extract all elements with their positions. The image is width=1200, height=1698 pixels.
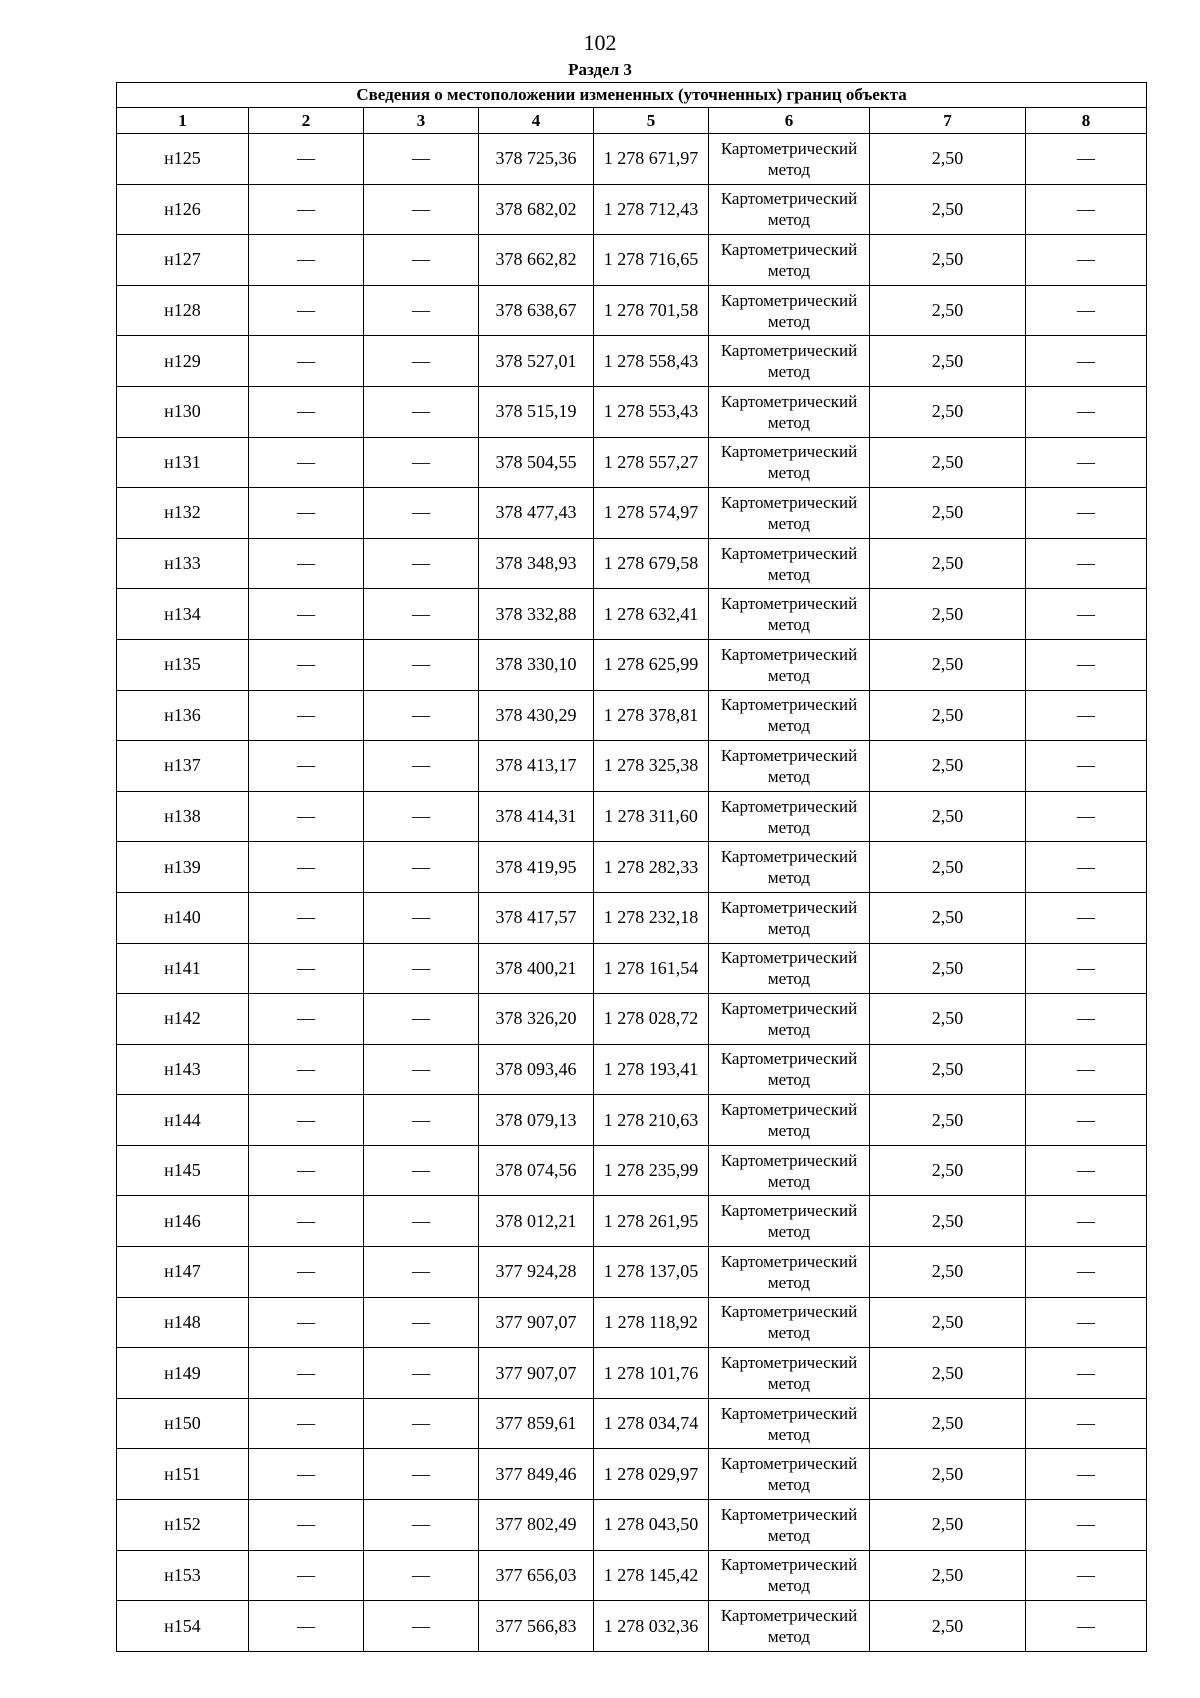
accuracy-cell: 2,50 xyxy=(870,1297,1026,1348)
table-row xyxy=(117,134,1147,185)
method-cell: Картометрический метод xyxy=(709,1550,870,1601)
x-coordinate-cell: 377 802,49 xyxy=(479,1500,594,1551)
table-row xyxy=(117,235,1147,286)
empty-cell-col3: — xyxy=(364,791,479,842)
empty-cell-col8: — xyxy=(1026,1145,1147,1196)
x-coordinate-cell: 378 477,43 xyxy=(479,488,594,539)
accuracy-cell: 2,50 xyxy=(870,741,1026,792)
table-row xyxy=(117,1196,1147,1247)
empty-cell-col8: — xyxy=(1026,892,1147,943)
method-cell: Картометрический метод xyxy=(709,1145,870,1196)
method-cell: Картометрический метод xyxy=(709,1196,870,1247)
point-name-cell: н142 xyxy=(117,994,249,1045)
table-row xyxy=(117,943,1147,994)
y-coordinate-cell: 1 278 145,42 xyxy=(594,1550,709,1601)
y-coordinate-cell: 1 278 558,43 xyxy=(594,336,709,387)
accuracy-cell: 2,50 xyxy=(870,1348,1026,1399)
empty-cell-col2: — xyxy=(249,842,364,893)
empty-cell-col2: — xyxy=(249,437,364,488)
accuracy-cell: 2,50 xyxy=(870,994,1026,1045)
method-cell: Картометрический метод xyxy=(709,892,870,943)
accuracy-cell: 2,50 xyxy=(870,639,1026,690)
empty-cell-col8: — xyxy=(1026,690,1147,741)
empty-cell-col3: — xyxy=(364,1297,479,1348)
empty-cell-col2: — xyxy=(249,639,364,690)
empty-cell-col3: — xyxy=(364,842,479,893)
point-name-cell: н128 xyxy=(117,285,249,336)
y-coordinate-cell: 1 278 632,41 xyxy=(594,589,709,640)
point-name-cell: н152 xyxy=(117,1500,249,1551)
y-coordinate-cell: 1 278 032,36 xyxy=(594,1601,709,1652)
empty-cell-col2: — xyxy=(249,741,364,792)
point-name-cell: н134 xyxy=(117,589,249,640)
column-number: 1 xyxy=(117,108,249,134)
method-cell: Картометрический метод xyxy=(709,1044,870,1095)
empty-cell-col2: — xyxy=(249,1196,364,1247)
point-name-cell: н126 xyxy=(117,184,249,235)
table-row xyxy=(117,690,1147,741)
table-row xyxy=(117,386,1147,437)
point-name-cell: н141 xyxy=(117,943,249,994)
empty-cell-col3: — xyxy=(364,1601,479,1652)
x-coordinate-cell: 378 348,93 xyxy=(479,538,594,589)
empty-cell-col3: — xyxy=(364,235,479,286)
empty-cell-col2: — xyxy=(249,1398,364,1449)
table-row xyxy=(117,538,1147,589)
empty-cell-col3: — xyxy=(364,1095,479,1146)
accuracy-cell: 2,50 xyxy=(870,1247,1026,1298)
accuracy-cell: 2,50 xyxy=(870,1196,1026,1247)
method-cell: Картометрический метод xyxy=(709,1247,870,1298)
x-coordinate-cell: 378 414,31 xyxy=(479,791,594,842)
method-cell: Картометрический метод xyxy=(709,1348,870,1399)
method-cell: Картометрический метод xyxy=(709,589,870,640)
point-name-cell: н133 xyxy=(117,538,249,589)
accuracy-cell: 2,50 xyxy=(870,589,1026,640)
empty-cell-col8: — xyxy=(1026,791,1147,842)
x-coordinate-cell: 377 566,83 xyxy=(479,1601,594,1652)
empty-cell-col8: — xyxy=(1026,488,1147,539)
empty-cell-col2: — xyxy=(249,892,364,943)
table-row xyxy=(117,1550,1147,1601)
accuracy-cell: 2,50 xyxy=(870,1550,1026,1601)
y-coordinate-cell: 1 278 261,95 xyxy=(594,1196,709,1247)
empty-cell-col2: — xyxy=(249,1145,364,1196)
y-coordinate-cell: 1 278 712,43 xyxy=(594,184,709,235)
method-cell: Картометрический метод xyxy=(709,488,870,539)
table-row xyxy=(117,184,1147,235)
point-name-cell: н150 xyxy=(117,1398,249,1449)
table-row xyxy=(117,1297,1147,1348)
point-name-cell: н151 xyxy=(117,1449,249,1500)
accuracy-cell: 2,50 xyxy=(870,1044,1026,1095)
x-coordinate-cell: 377 849,46 xyxy=(479,1449,594,1500)
empty-cell-col8: — xyxy=(1026,285,1147,336)
method-cell: Картометрический метод xyxy=(709,386,870,437)
method-cell: Картометрический метод xyxy=(709,639,870,690)
point-name-cell: н145 xyxy=(117,1145,249,1196)
y-coordinate-cell: 1 278 625,99 xyxy=(594,639,709,690)
y-coordinate-cell: 1 278 325,38 xyxy=(594,741,709,792)
empty-cell-col8: — xyxy=(1026,1500,1147,1551)
y-coordinate-cell: 1 278 101,76 xyxy=(594,1348,709,1399)
empty-cell-col2: — xyxy=(249,285,364,336)
x-coordinate-cell: 377 656,03 xyxy=(479,1550,594,1601)
y-coordinate-cell: 1 278 235,99 xyxy=(594,1145,709,1196)
y-coordinate-cell: 1 278 553,43 xyxy=(594,386,709,437)
y-coordinate-cell: 1 278 028,72 xyxy=(594,994,709,1045)
empty-cell-col2: — xyxy=(249,1550,364,1601)
empty-cell-col3: — xyxy=(364,1196,479,1247)
point-name-cell: н144 xyxy=(117,1095,249,1146)
empty-cell-col3: — xyxy=(364,639,479,690)
empty-cell-col2: — xyxy=(249,1449,364,1500)
empty-cell-col2: — xyxy=(249,943,364,994)
x-coordinate-cell: 378 430,29 xyxy=(479,690,594,741)
point-name-cell: н140 xyxy=(117,892,249,943)
empty-cell-col3: — xyxy=(364,488,479,539)
x-coordinate-cell: 378 504,55 xyxy=(479,437,594,488)
method-cell: Картометрический метод xyxy=(709,943,870,994)
table-row xyxy=(117,1145,1147,1196)
point-name-cell: н125 xyxy=(117,134,249,185)
x-coordinate-cell: 377 907,07 xyxy=(479,1297,594,1348)
method-cell: Картометрический метод xyxy=(709,1601,870,1652)
empty-cell-col2: — xyxy=(249,1044,364,1095)
table-row xyxy=(117,639,1147,690)
method-cell: Картометрический метод xyxy=(709,1449,870,1500)
column-number: 6 xyxy=(709,108,870,134)
y-coordinate-cell: 1 278 701,58 xyxy=(594,285,709,336)
table-row xyxy=(117,589,1147,640)
accuracy-cell: 2,50 xyxy=(870,538,1026,589)
empty-cell-col8: — xyxy=(1026,1449,1147,1500)
point-name-cell: н127 xyxy=(117,235,249,286)
empty-cell-col8: — xyxy=(1026,943,1147,994)
point-name-cell: н135 xyxy=(117,639,249,690)
point-name-cell: н148 xyxy=(117,1297,249,1348)
column-number: 4 xyxy=(479,108,594,134)
empty-cell-col3: — xyxy=(364,943,479,994)
empty-cell-col3: — xyxy=(364,1550,479,1601)
empty-cell-col3: — xyxy=(364,1398,479,1449)
accuracy-cell: 2,50 xyxy=(870,690,1026,741)
accuracy-cell: 2,50 xyxy=(870,791,1026,842)
empty-cell-col8: — xyxy=(1026,589,1147,640)
empty-cell-col8: — xyxy=(1026,1044,1147,1095)
empty-cell-col8: — xyxy=(1026,437,1147,488)
accuracy-cell: 2,50 xyxy=(870,285,1026,336)
empty-cell-col2: — xyxy=(249,184,364,235)
x-coordinate-cell: 378 662,82 xyxy=(479,235,594,286)
point-name-cell: н132 xyxy=(117,488,249,539)
y-coordinate-cell: 1 278 311,60 xyxy=(594,791,709,842)
empty-cell-col2: — xyxy=(249,538,364,589)
y-coordinate-cell: 1 278 210,63 xyxy=(594,1095,709,1146)
accuracy-cell: 2,50 xyxy=(870,1398,1026,1449)
method-cell: Картометрический метод xyxy=(709,690,870,741)
empty-cell-col3: — xyxy=(364,892,479,943)
table-caption-row xyxy=(117,83,1147,108)
y-coordinate-cell: 1 278 378,81 xyxy=(594,690,709,741)
point-name-cell: н129 xyxy=(117,336,249,387)
empty-cell-col8: — xyxy=(1026,842,1147,893)
empty-cell-col8: — xyxy=(1026,741,1147,792)
accuracy-cell: 2,50 xyxy=(870,943,1026,994)
empty-cell-col3: — xyxy=(364,1348,479,1399)
table-row xyxy=(117,1500,1147,1551)
empty-cell-col2: — xyxy=(249,1348,364,1399)
table-row xyxy=(117,1348,1147,1399)
x-coordinate-cell: 378 725,36 xyxy=(479,134,594,185)
empty-cell-col8: — xyxy=(1026,639,1147,690)
empty-cell-col3: — xyxy=(364,184,479,235)
empty-cell-col8: — xyxy=(1026,1398,1147,1449)
x-coordinate-cell: 377 907,07 xyxy=(479,1348,594,1399)
table-caption: Сведения о местоположении измененных (уточненных) границ объекта xyxy=(117,83,1147,108)
y-coordinate-cell: 1 278 161,54 xyxy=(594,943,709,994)
column-number: 7 xyxy=(870,108,1026,134)
empty-cell-col3: — xyxy=(364,1500,479,1551)
method-cell: Картометрический метод xyxy=(709,842,870,893)
y-coordinate-cell: 1 278 557,27 xyxy=(594,437,709,488)
table-row xyxy=(117,1398,1147,1449)
table-row xyxy=(117,994,1147,1045)
y-coordinate-cell: 1 278 574,97 xyxy=(594,488,709,539)
table-row xyxy=(117,892,1147,943)
point-name-cell: н153 xyxy=(117,1550,249,1601)
empty-cell-col2: — xyxy=(249,1095,364,1146)
table-body xyxy=(117,134,1147,1652)
y-coordinate-cell: 1 278 034,74 xyxy=(594,1398,709,1449)
table-row xyxy=(117,437,1147,488)
point-name-cell: н147 xyxy=(117,1247,249,1298)
y-coordinate-cell: 1 278 232,18 xyxy=(594,892,709,943)
accuracy-cell: 2,50 xyxy=(870,1601,1026,1652)
x-coordinate-cell: 378 074,56 xyxy=(479,1145,594,1196)
method-cell: Картометрический метод xyxy=(709,235,870,286)
empty-cell-col8: — xyxy=(1026,1095,1147,1146)
accuracy-cell: 2,50 xyxy=(870,336,1026,387)
accuracy-cell: 2,50 xyxy=(870,134,1026,185)
empty-cell-col3: — xyxy=(364,690,479,741)
column-number: 5 xyxy=(594,108,709,134)
accuracy-cell: 2,50 xyxy=(870,184,1026,235)
accuracy-cell: 2,50 xyxy=(870,1449,1026,1500)
x-coordinate-cell: 377 924,28 xyxy=(479,1247,594,1298)
empty-cell-col3: — xyxy=(364,1044,479,1095)
empty-cell-col8: — xyxy=(1026,1247,1147,1298)
point-name-cell: н136 xyxy=(117,690,249,741)
method-cell: Картометрический метод xyxy=(709,134,870,185)
x-coordinate-cell: 378 682,02 xyxy=(479,184,594,235)
accuracy-cell: 2,50 xyxy=(870,386,1026,437)
empty-cell-col3: — xyxy=(364,994,479,1045)
x-coordinate-cell: 378 413,17 xyxy=(479,741,594,792)
x-coordinate-cell: 377 859,61 xyxy=(479,1398,594,1449)
accuracy-cell: 2,50 xyxy=(870,1095,1026,1146)
empty-cell-col3: — xyxy=(364,386,479,437)
x-coordinate-cell: 378 093,46 xyxy=(479,1044,594,1095)
empty-cell-col3: — xyxy=(364,1145,479,1196)
x-coordinate-cell: 378 419,95 xyxy=(479,842,594,893)
y-coordinate-cell: 1 278 118,92 xyxy=(594,1297,709,1348)
x-coordinate-cell: 378 332,88 xyxy=(479,589,594,640)
column-number-row xyxy=(117,108,1147,134)
point-name-cell: н130 xyxy=(117,386,249,437)
method-cell: Картометрический метод xyxy=(709,184,870,235)
point-name-cell: н143 xyxy=(117,1044,249,1095)
x-coordinate-cell: 378 400,21 xyxy=(479,943,594,994)
empty-cell-col8: — xyxy=(1026,184,1147,235)
x-coordinate-cell: 378 527,01 xyxy=(479,336,594,387)
column-number: 3 xyxy=(364,108,479,134)
column-number: 2 xyxy=(249,108,364,134)
empty-cell-col2: — xyxy=(249,1601,364,1652)
empty-cell-col8: — xyxy=(1026,1348,1147,1399)
empty-cell-col3: — xyxy=(364,336,479,387)
x-coordinate-cell: 378 330,10 xyxy=(479,639,594,690)
y-coordinate-cell: 1 278 043,50 xyxy=(594,1500,709,1551)
method-cell: Картометрический метод xyxy=(709,791,870,842)
method-cell: Картометрический метод xyxy=(709,538,870,589)
y-coordinate-cell: 1 278 193,41 xyxy=(594,1044,709,1095)
accuracy-cell: 2,50 xyxy=(870,488,1026,539)
empty-cell-col3: — xyxy=(364,1449,479,1500)
empty-cell-col2: — xyxy=(249,1297,364,1348)
table-row xyxy=(117,842,1147,893)
x-coordinate-cell: 378 515,19 xyxy=(479,386,594,437)
method-cell: Картометрический метод xyxy=(709,1095,870,1146)
table-row xyxy=(117,1044,1147,1095)
method-cell: Картометрический метод xyxy=(709,285,870,336)
table-row xyxy=(117,285,1147,336)
empty-cell-col3: — xyxy=(364,285,479,336)
x-coordinate-cell: 378 638,67 xyxy=(479,285,594,336)
empty-cell-col8: — xyxy=(1026,994,1147,1045)
x-coordinate-cell: 378 326,20 xyxy=(479,994,594,1045)
x-coordinate-cell: 378 012,21 xyxy=(479,1196,594,1247)
x-coordinate-cell: 378 079,13 xyxy=(479,1095,594,1146)
empty-cell-col2: — xyxy=(249,386,364,437)
empty-cell-col3: — xyxy=(364,538,479,589)
empty-cell-col2: — xyxy=(249,336,364,387)
table-row xyxy=(117,336,1147,387)
method-cell: Картометрический метод xyxy=(709,1297,870,1348)
point-name-cell: н131 xyxy=(117,437,249,488)
accuracy-cell: 2,50 xyxy=(870,892,1026,943)
y-coordinate-cell: 1 278 029,97 xyxy=(594,1449,709,1500)
empty-cell-col8: — xyxy=(1026,538,1147,589)
table-row xyxy=(117,791,1147,842)
point-name-cell: н154 xyxy=(117,1601,249,1652)
table-row xyxy=(117,741,1147,792)
empty-cell-col2: — xyxy=(249,235,364,286)
table-row xyxy=(117,1247,1147,1298)
method-cell: Картометрический метод xyxy=(709,1398,870,1449)
method-cell: Картометрический метод xyxy=(709,437,870,488)
empty-cell-col8: — xyxy=(1026,1297,1147,1348)
table-row xyxy=(117,1601,1147,1652)
empty-cell-col8: — xyxy=(1026,1601,1147,1652)
accuracy-cell: 2,50 xyxy=(870,1500,1026,1551)
empty-cell-col3: — xyxy=(364,134,479,185)
empty-cell-col2: — xyxy=(249,134,364,185)
section-title: Раздел 3 xyxy=(568,60,632,79)
y-coordinate-cell: 1 278 282,33 xyxy=(594,842,709,893)
point-name-cell: н138 xyxy=(117,791,249,842)
table-row xyxy=(117,488,1147,539)
y-coordinate-cell: 1 278 716,65 xyxy=(594,235,709,286)
method-cell: Картометрический метод xyxy=(709,741,870,792)
coordinates-table xyxy=(116,82,1147,1652)
point-name-cell: н146 xyxy=(117,1196,249,1247)
empty-cell-col3: — xyxy=(364,437,479,488)
x-coordinate-cell: 378 417,57 xyxy=(479,892,594,943)
empty-cell-col2: — xyxy=(249,791,364,842)
empty-cell-col8: — xyxy=(1026,336,1147,387)
empty-cell-col8: — xyxy=(1026,235,1147,286)
empty-cell-col8: — xyxy=(1026,386,1147,437)
point-name-cell: н137 xyxy=(117,741,249,792)
empty-cell-col8: — xyxy=(1026,1196,1147,1247)
column-number: 8 xyxy=(1026,108,1147,134)
accuracy-cell: 2,50 xyxy=(870,235,1026,286)
empty-cell-col2: — xyxy=(249,589,364,640)
empty-cell-col2: — xyxy=(249,690,364,741)
method-cell: Картометрический метод xyxy=(709,994,870,1045)
page-number: 102 xyxy=(583,30,617,55)
accuracy-cell: 2,50 xyxy=(870,1145,1026,1196)
y-coordinate-cell: 1 278 137,05 xyxy=(594,1247,709,1298)
empty-cell-col3: — xyxy=(364,741,479,792)
empty-cell-col3: — xyxy=(364,1247,479,1298)
empty-cell-col8: — xyxy=(1026,134,1147,185)
accuracy-cell: 2,50 xyxy=(870,437,1026,488)
method-cell: Картометрический метод xyxy=(709,1500,870,1551)
empty-cell-col2: — xyxy=(249,1247,364,1298)
accuracy-cell: 2,50 xyxy=(870,842,1026,893)
method-cell: Картометрический метод xyxy=(709,336,870,387)
empty-cell-col2: — xyxy=(249,1500,364,1551)
empty-cell-col8: — xyxy=(1026,1550,1147,1601)
point-name-cell: н139 xyxy=(117,842,249,893)
empty-cell-col2: — xyxy=(249,994,364,1045)
y-coordinate-cell: 1 278 671,97 xyxy=(594,134,709,185)
point-name-cell: н149 xyxy=(117,1348,249,1399)
empty-cell-col2: — xyxy=(249,488,364,539)
table-row xyxy=(117,1095,1147,1146)
empty-cell-col3: — xyxy=(364,589,479,640)
y-coordinate-cell: 1 278 679,58 xyxy=(594,538,709,589)
table-row xyxy=(117,1449,1147,1500)
